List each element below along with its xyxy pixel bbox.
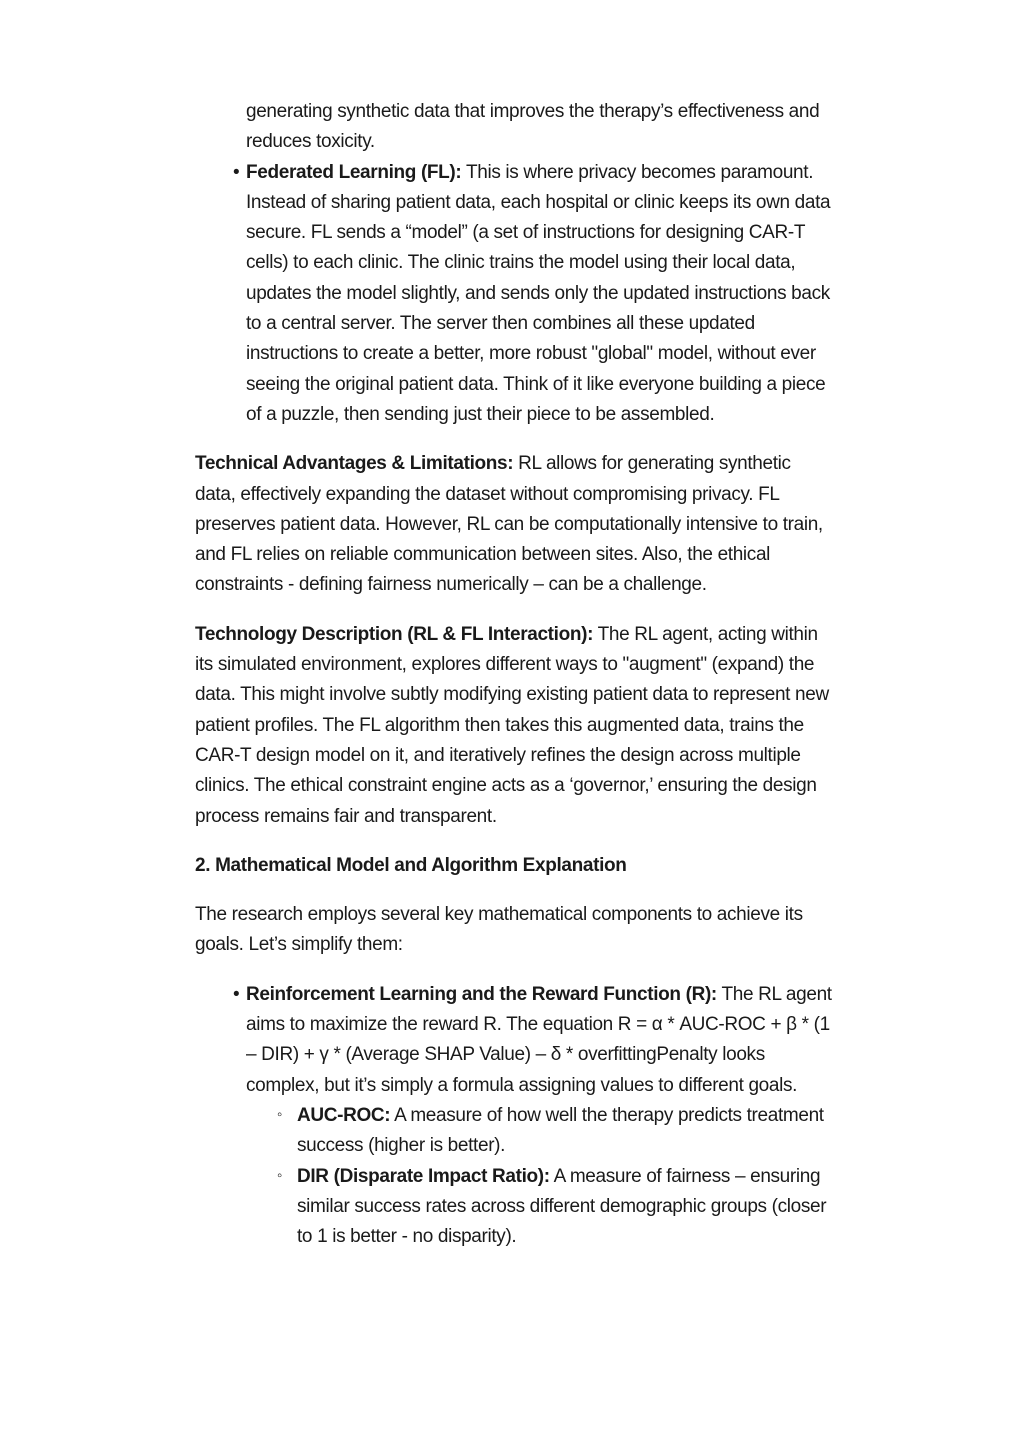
item-text: A measure of fairness – ensuring similar success rates across different demographic groups (closer to 1 is better - no disparity). bbox=[297, 1165, 827, 1248]
technology-list bbox=[195, 158, 835, 431]
paragraph-text: RL allows for generating synthetic data, effectively expanding the dataset without compromising privacy. FL preserves patient data. However, RL can be computationally intensive to train, and FL relies on reliable communication between sites. Also, the ethical constraints - defining fairness numerically – can be a challenge. bbox=[195, 453, 823, 596]
term-label: Technology Description (RL & FL Interaction): bbox=[195, 623, 594, 645]
term-label: AUC-ROC: bbox=[297, 1104, 391, 1126]
paragraph-tech-description bbox=[195, 620, 835, 832]
list-item-continuation: generating synthetic data that improves the therapy’s effectiveness and reduces toxicity. bbox=[246, 101, 820, 153]
bullet-icon: • bbox=[233, 983, 240, 1005]
item-text: This is where privacy becomes paramount. Instead of sharing patient data, each hospital or clinic keeps its own data secure. FL sends a “model” (a set of instructions for designing CAR-T cells) to each clinic. The clinic trains the model using their local data, updates the model slightly, and sends only the updated instructions back to a central server. The server then combines all these updated instructions to create a better, more robust "global" model, without ever seeing the original patient data. Think of it like everyone building a piece of a puzzle, then sending just their piece to be assembled. bbox=[246, 161, 831, 425]
list-item-reward-function bbox=[233, 980, 835, 1253]
term-label: Reinforcement Learning and the Reward Function (R): bbox=[246, 983, 717, 1005]
circle-bullet-icon: ◦ bbox=[277, 1105, 282, 1123]
math-components-list bbox=[195, 980, 835, 1253]
sublist-item-auc-roc bbox=[277, 1101, 835, 1162]
section-heading: 2. Mathematical Model and Algorithm Explanation bbox=[195, 854, 627, 876]
section-intro: The research employs several key mathematical components to achieve its goals. Let’s simplify them: bbox=[195, 904, 803, 956]
term-label: Federated Learning (FL): bbox=[246, 161, 462, 183]
paragraph-text: The RL agent, acting within its simulated environment, explores different ways to "augment" (expand) the data. This might involve subtly modifying existing patient data to represent new patient profiles. The FL algorithm then takes this augmented data, trains the CAR-T design model on it, and iteratively refines the design across multiple clinics. The ethical constraint engine acts as a ‘governor,’ ensuring the design process remains fair and transparent. bbox=[195, 623, 829, 827]
term-label: DIR (Disparate Impact Ratio): bbox=[297, 1165, 550, 1187]
bullet-icon: • bbox=[233, 161, 240, 183]
reward-terms-list bbox=[246, 1101, 835, 1252]
document-page bbox=[195, 97, 835, 1271]
item-text: A measure of how well the therapy predicts treatment success (higher is better). bbox=[297, 1104, 824, 1157]
item-text: The RL agent aims to maximize the reward R. The equation R = α * AUC-ROC + β * (1 – DIR) + γ * (Average SHAP Value) – δ * overfittingPenalty looks complex, but it’s simply a formula assigning values to different goals. bbox=[246, 983, 832, 1096]
paragraph-advantages bbox=[195, 449, 835, 600]
sublist-item-dir bbox=[277, 1162, 835, 1253]
circle-bullet-icon: ◦ bbox=[277, 1166, 282, 1184]
term-label: Technical Advantages & Limitations: bbox=[195, 453, 514, 475]
list-item-federated-learning bbox=[233, 158, 835, 431]
